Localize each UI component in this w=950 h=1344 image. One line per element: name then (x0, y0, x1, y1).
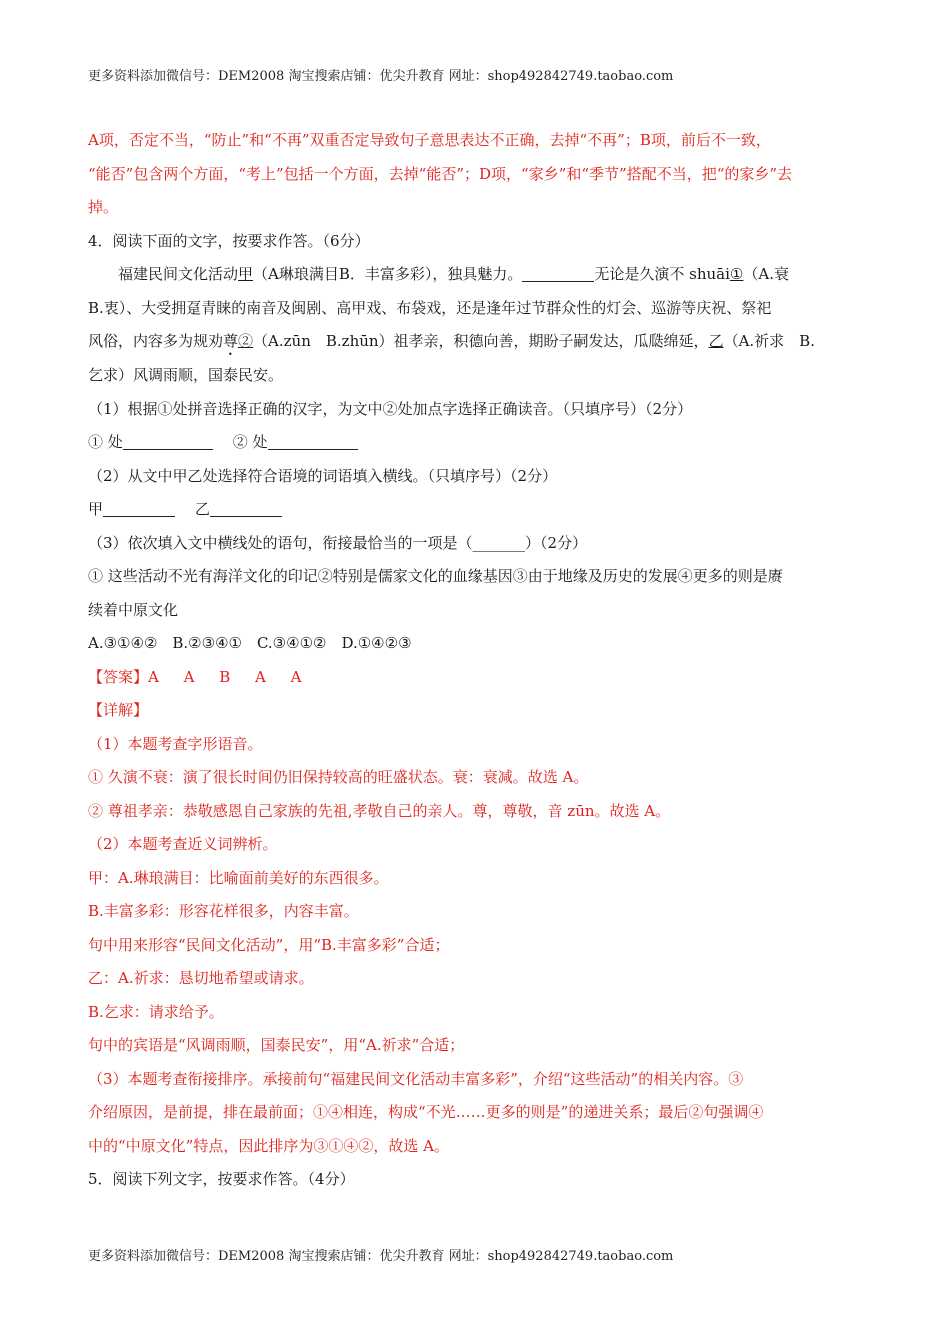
question-5-title: 5．阅读下列文字，按要求作答。（4分） (88, 1170, 355, 1188)
sub-question-2: （2）从文中甲乙处选择符合语境的词语填入横线。（只填序号）（2分） (88, 466, 558, 485)
passage-text: （A琳琅满目B．丰富多彩），独具魅力。 (253, 265, 523, 283)
detail-line: 介绍原因，是前提，排在最前面；①④相连，构成“不光……更多的则是”的递进关系；最后②句强调④ (88, 1103, 764, 1121)
answer-tag: 【答案】 (88, 667, 149, 686)
passage-text: （A.zūn B.zhūn）祖孝亲，积德向善，期盼子嗣发达，瓜瓞绵延， (253, 332, 709, 350)
detail-line: ① 久演不衰：演了很长时间仍旧保持较高的旺盛状态。衰：衰减。故选 A。 (88, 768, 589, 786)
detail-line: （1）本题考查字形语音。 (88, 734, 263, 753)
detail-line: B.丰富多彩：形容花样很多，内容丰富。 (88, 902, 359, 920)
page-footer: 更多资料添加微信号：DEM2008 淘宝搜索店铺：优尖升教育 网址：shop492842749.taobao.com (88, 1249, 674, 1264)
blank-label: 甲 (88, 500, 104, 518)
blank-label: 乙 (195, 500, 211, 518)
passage-line-1 (88, 258, 866, 292)
detail-line: 甲：A.琳琅满目：比喻面前美好的东西很多。 (88, 868, 389, 887)
blank-label: ② 处 (232, 433, 268, 451)
prev-explain-line-3: 掉。 (88, 198, 119, 216)
marker-1: ① (729, 265, 744, 283)
page-header: 更多资料添加微信号：DEM2008 淘宝搜索店铺：优尖升教育 网址：shop492842749.taobao.com (88, 69, 674, 84)
sub-question-1-blanks (88, 426, 866, 460)
prev-explain-line-2: “能否”包含两个方面，“考上”包括一个方面，去掉“能否”；D项，“家乡”和“季节”搭配不当，把“的家乡”去 (88, 164, 793, 183)
marker-jia: 甲 (238, 265, 254, 283)
answer-value: A A B A A (148, 667, 312, 686)
passage-text: 福建民间文化活动 (118, 265, 239, 283)
detail-line: B.乞求：请求给予。 (88, 1002, 224, 1021)
fill-blank (522, 263, 594, 282)
marker-2: ② (238, 332, 254, 350)
passage-text: 无论是久演不 shuāi (594, 265, 730, 283)
detail-line: （3）本题考查衔接排序。承接前句“福建民间文化活动丰富多彩”，介绍“这些活动”的相关内容。③ (88, 1069, 744, 1088)
sub-question-2-blanks (88, 493, 866, 527)
dotted-char-zun: 尊 (223, 332, 239, 350)
detail-line: 乙：A.祈求：恳切地希望或请求。 (88, 969, 314, 987)
answer-options: A.③①④② B.②③④① C.③④①② D.①④②③ (88, 634, 412, 652)
passage-text: （A.祈求 B. (723, 332, 815, 350)
passage-text: （A.衰 (743, 265, 789, 283)
prev-explain-line-1: A项，否定不当，“防止”和“不再”双重否定导致句子意思表达不正确，去掉“不再”；B项，前后不一致， (88, 131, 771, 149)
sub-question-3-text-2: 续着中原文化 (88, 600, 179, 619)
passage-line-3 (88, 325, 866, 359)
marker-yi: 乙 (708, 332, 724, 350)
content-body (88, 124, 866, 1197)
passage-text: 风俗，内容多为规劝 (88, 332, 224, 350)
passage-line-2: B.衷）、大受拥趸青睐的南音及闽剧、高甲戏、布袋戏，还是逢年过节群众性的灯会、巡游等庆祝、祭祀 (88, 298, 772, 317)
sub-question-3-text-1: ① 这些活动不光有海洋文化的印记②特别是儒家文化的血缘基因③由于地缘及历史的发展④更多的则是赓 (88, 567, 783, 585)
detail-line: 句中的宾语是“风调雨顺，国泰民安”，用“A.祈求”合适； (88, 1036, 465, 1054)
sub-question-1: （1）根据①处拼音选择正确的汉字，为文中②处加点字选择正确读音。（只填序号）（2分） (88, 399, 693, 418)
passage-line-4: 乞求）风调雨顺，国泰民安。 (88, 366, 284, 384)
detail-line: 中的“中原文化”特点，因此排序为③①④②，故选 A。 (88, 1136, 449, 1155)
answer-line (88, 661, 866, 695)
answer-blank (123, 431, 213, 450)
blank-label: ① 处 (88, 433, 123, 451)
answer-blank (210, 498, 282, 517)
detail-line: （2）本题考查近义词辨析。 (88, 835, 278, 853)
question-4-title: 4．阅读下面的文字，按要求作答。（6分） (88, 231, 370, 250)
answer-blank (103, 498, 175, 517)
detail-line: ② 尊祖孝亲：恭敬感恩自己家族的先祖,孝敬自己的亲人。尊，尊敬，音 zūn。故选 A。 (88, 801, 671, 820)
sub-question-3: （3）依次填入文中横线处的语句，衔接最恰当的一项是（_______）（2分） (88, 533, 588, 552)
detail-tag: 【详解】 (88, 701, 149, 719)
detail-line: 句中用来形容“民间文化活动”，用“B.丰富多彩”合适； (88, 935, 450, 954)
answer-blank (268, 431, 358, 450)
